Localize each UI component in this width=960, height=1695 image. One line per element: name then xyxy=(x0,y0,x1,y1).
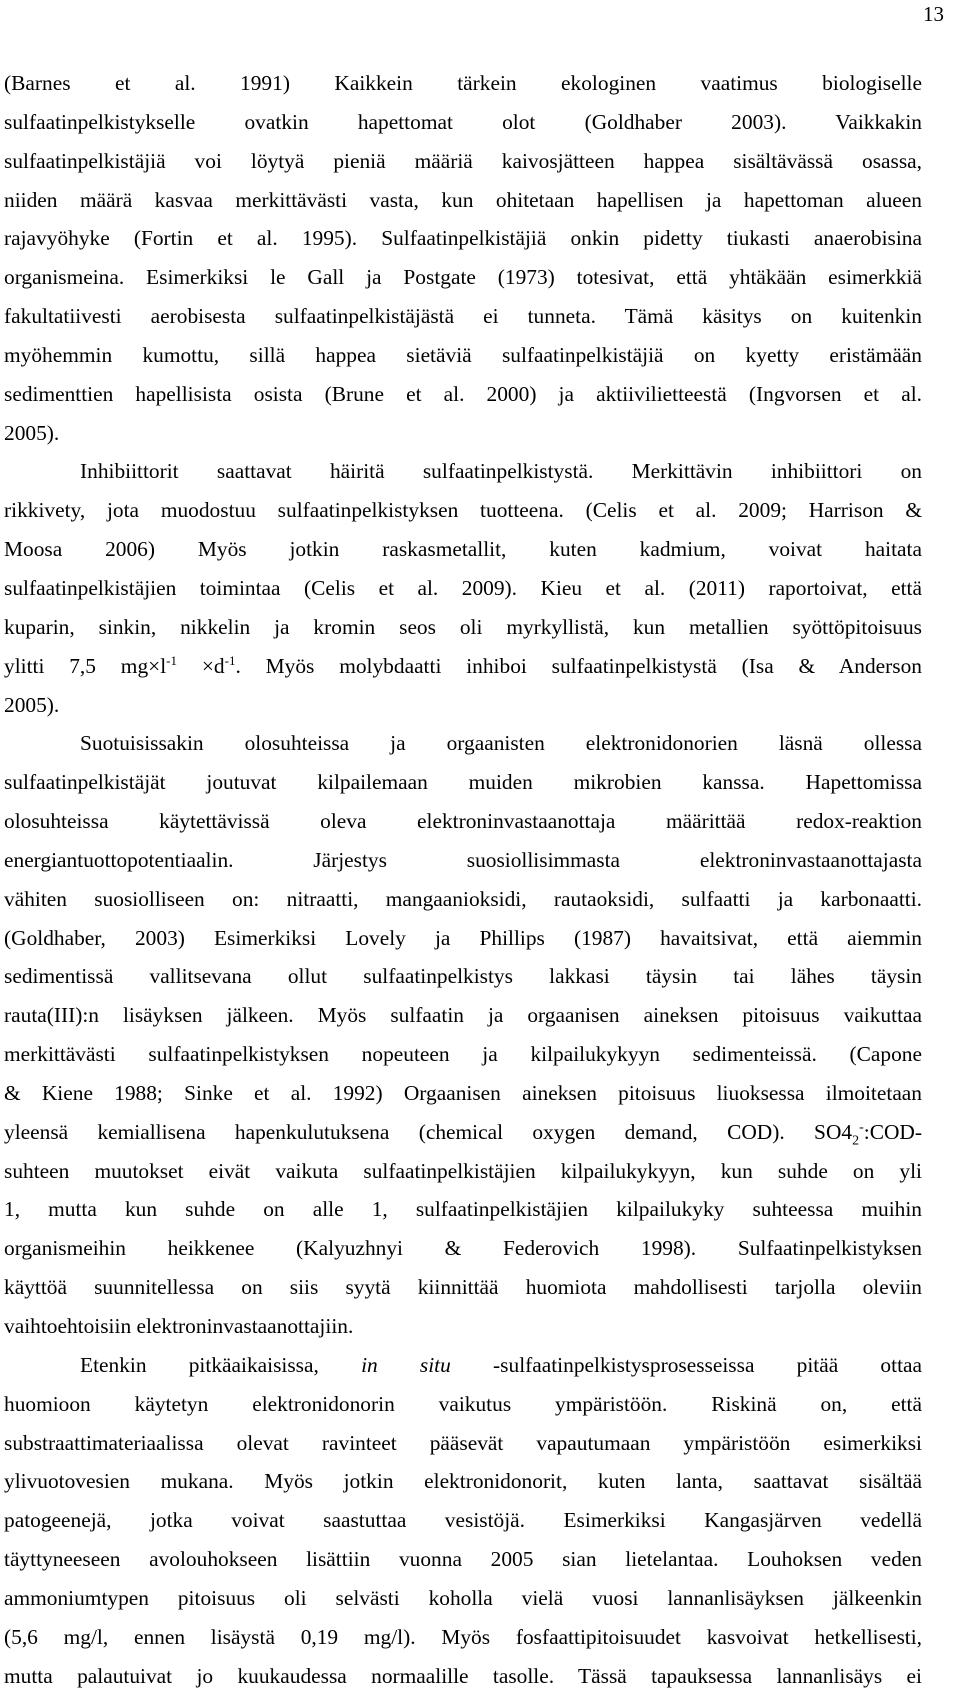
text-line: organismeina. Esimerkiksi le Gall ja Postgate (1973) totesivat, että yhtäkään esimerkkiä xyxy=(4,265,922,290)
text-line: ammoniumtypen pitoisuus oli selvästi koholla vielä vuosi lannanlisäyksen jälkeenkin xyxy=(4,1585,922,1610)
text-line: huomioon käytetyn elektronidonorin vaikutus ympäristöön. Riskinä on, että xyxy=(4,1391,922,1416)
text-line: sulfaatinpelkistäjät joutuvat kilpailemaan muiden mikrobien kanssa. Hapettomissa xyxy=(4,770,922,795)
text-line: olosuhteissa käytettävissä oleva elektroninvastaanottaja määrittää redox-reaktion xyxy=(4,809,922,834)
text-fragment: :COD- xyxy=(863,1119,922,1144)
text-line: mutta palautuivat jo kuukaudessa normaalille tasolle. Tässä tapauksessa lannanlisäys ei xyxy=(4,1663,922,1688)
text-line: 1, mutta kun suhde on alle 1, sulfaatinpelkistäjien kilpailukyky suhteessa muihin xyxy=(4,1197,922,1222)
text-line: (Goldhaber, 2003) Esimerkiksi Lovely ja Phillips (1987) havaitsivat, että aiemmin xyxy=(4,925,922,950)
text-line: myöhemmin kumottu, sillä happea sietäviä sulfaatinpelkistäjiä on kyetty eristämään xyxy=(4,342,922,367)
text-line xyxy=(4,1346,922,1385)
times-symbol: × xyxy=(148,653,161,678)
body-text xyxy=(4,64,922,1695)
text-line: sedimentissä vallitsevana ollut sulfaatinpelkistys lakkasi täysin tai lähes täysin xyxy=(4,964,922,989)
text-line: 2005). xyxy=(4,692,60,717)
text-line: merkittävästi sulfaatinpelkistyksen nopeuteen ja kilpailukykyyn sedimenteissä. (Capone xyxy=(4,1042,922,1067)
text-line: Suotuisissakin olosuhteissa ja orgaanisten elektronidonorien läsnä ollessa xyxy=(80,731,922,756)
times-symbol: × xyxy=(177,653,214,678)
text-fragment: l xyxy=(160,653,167,678)
italic-term: in situ xyxy=(361,1352,451,1377)
text-line: rauta(III):n lisäyksen jälkeen. Myös sulfaatin ja orgaanisen aineksen pitoisuus vaikuttaa xyxy=(4,1003,922,1028)
superscript: - xyxy=(859,1119,864,1135)
text-line: fakultatiivesti aerobisesta sulfaatinpelkistäjästä ei tunneta. Tämä käsitys on kuitenkin xyxy=(4,304,922,329)
text-line: sulfaatinpelkistäjien toimintaa (Celis et al. 2009). Kieu et al. (2011) raportoivat, että xyxy=(4,575,922,600)
text-line: energiantuottopotentiaalin. Järjestys suosiollisimmasta elektroninvastaanottajasta xyxy=(4,847,922,872)
text-line xyxy=(4,1113,922,1152)
text-line: niiden määrä kasvaa merkittävästi vasta, kun ohitetaan hapellisen ja hapettoman alueen xyxy=(4,187,922,212)
text-line: substraattimateriaalissa olevat ravinteet pääsevät vapautumaan ympäristöön esimerkiksi xyxy=(4,1430,922,1455)
page-number: 13 xyxy=(923,2,944,26)
text-line: organismeihin heikkenee (Kalyuzhnyi & Federovich 1998). Sulfaatinpelkistyksen xyxy=(4,1236,922,1261)
text-line: suhteen muutokset eivät vaikuta sulfaatinpelkistäjien kilpailukykyyn, kun suhde on yli xyxy=(4,1158,922,1183)
superscript: -1 xyxy=(224,652,236,668)
text-line: & Kiene 1988; Sinke et al. 1992) Orgaanisen aineksen pitoisuus liuoksessa ilmoitetaan xyxy=(4,1080,922,1105)
text-fragment: Etenkin pitkäaikaisissa, xyxy=(80,1352,319,1377)
text-line: vaihtoehtoisiin elektroninvastaanottajiin. xyxy=(4,1314,354,1338)
text-line: sulfaatinpelkistykselle ovatkin hapettomat olot (Goldhaber 2003). Vaikkakin xyxy=(4,109,922,134)
text-line: 2005). xyxy=(4,420,60,445)
text-fragment: d xyxy=(213,653,225,678)
text-line xyxy=(4,647,922,686)
text-line: rikkivety, jota muodostuu sulfaatinpelkistyksen tuotteena. (Celis et al. 2009; Harrison & xyxy=(4,498,922,523)
text-line: käyttöä suunnitellessa on siis syytä kiinnittää huomiota mahdollisesti tarjolla oleviin xyxy=(4,1275,922,1300)
superscript: -1 xyxy=(166,652,178,668)
text-fragment: -sulfaatinpelkistysprosesseissa pitää ottaa xyxy=(493,1352,922,1377)
text-line: rajavyöhyke (Fortin et al. 1995). Sulfaatinpelkistäjiä onkin pidetty tiukasti anaerobisina xyxy=(4,226,922,251)
text-line: sedimenttien hapellisista osista (Brune et al. 2000) ja aktiivilietteestä (Ingvorsen et al. xyxy=(4,381,922,406)
text-fragment: yleensä kemiallisena hapenkulutuksena (chemical oxygen demand, COD). SO4 xyxy=(4,1119,853,1144)
subscript: 2 xyxy=(852,1133,860,1149)
text-fragment: ylitti 7,5 mg xyxy=(4,653,149,678)
text-line: vähiten suosiolliseen on: nitraatti, mangaanioksidi, rautaoksidi, sulfaatti ja karbonaatti. xyxy=(4,886,922,911)
text-line: ylivuotovesien mukana. Myös jotkin elektronidonorit, kuten lanta, saattavat sisältää xyxy=(4,1469,922,1494)
text-line: (5,6 mg/l, ennen lisäystä 0,19 mg/l). Myös fosfaattipitoisuudet kasvoivat hetkellisesti, xyxy=(4,1624,922,1649)
text-line: sulfaatinpelkistäjiä voi löytyä pieniä määriä kaivosjätteen happea sisältävässä osassa, xyxy=(4,148,922,173)
text-line: Moosa 2006) Myös jotkin raskasmetallit, kuten kadmium, voivat haitata xyxy=(4,537,922,562)
text-line: patogeenejä, jotka voivat saastuttaa vesistöjä. Esimerkiksi Kangasjärven vedellä xyxy=(4,1508,922,1533)
text-fragment: . Myös molybdaatti inhiboi sulfaatinpelkistystä (Isa & Anderson xyxy=(235,653,922,678)
text-line: kuparin, sinkin, nikkelin ja kromin seos oli myrkyllistä, kun metallien syöttöpitoisuus xyxy=(4,614,922,639)
text-line: Inhibiittorit saattavat häiritä sulfaatinpelkistystä. Merkittävin inhibiittori on xyxy=(80,459,922,484)
text-line: (Barnes et al. 1991) Kaikkein tärkein ekologinen vaatimus biologiselle xyxy=(4,71,922,95)
text-line: täyttyneeseen avolouhokseen lisättiin vuonna 2005 sian lietelantaa. Louhoksen veden xyxy=(4,1547,922,1572)
